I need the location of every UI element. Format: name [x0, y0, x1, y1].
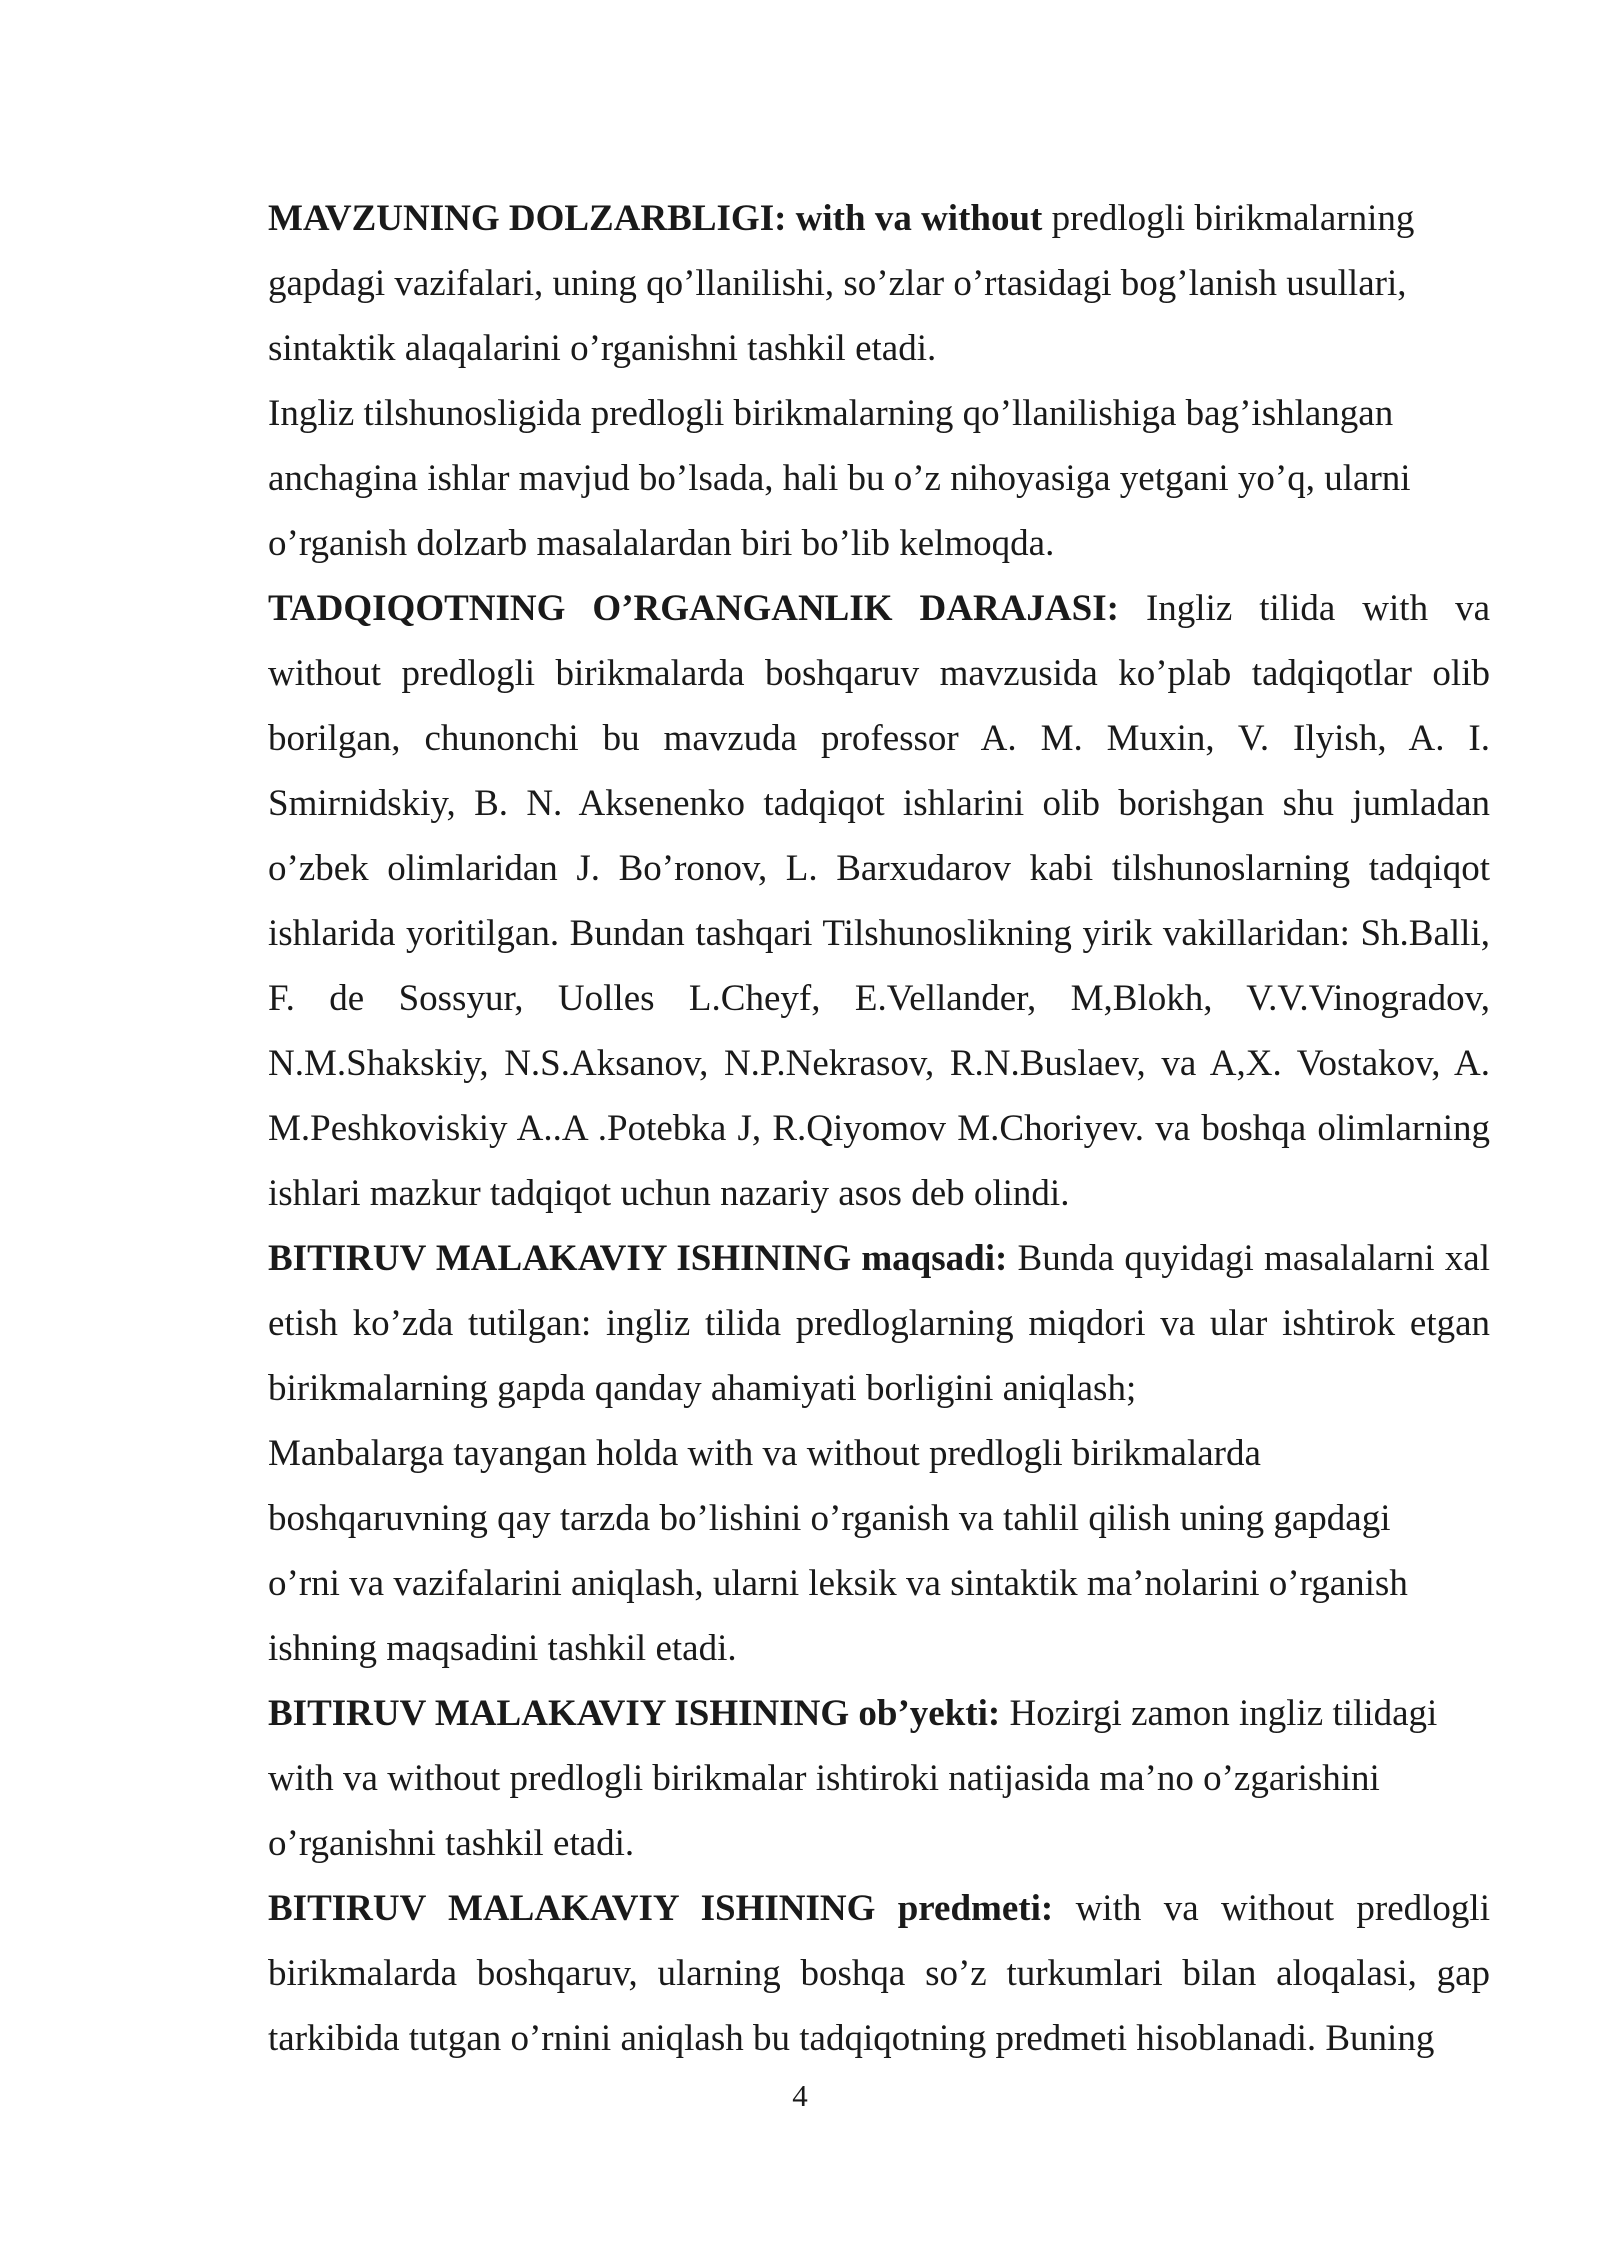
heading-study-level: TADQIQOTNING O’RGANGANLIK DARAJASI:: [268, 588, 1119, 629]
page-number: 4: [792, 2078, 808, 2113]
heading-object: BITIRUV MALAKAVIY ISHINING ob’yekti:: [268, 1693, 1001, 1734]
heading-subject: BITIRUV MALAKAVIY ISHINING predmeti:: [268, 1888, 1054, 1929]
paragraph-goal-continued: Manbalarga tayangan holda with va without predlogli birikmalarda boshqaruvning qay tarzda bo’lishini o’rganish va tahlil qilish uning gapdagi o’rni va vazifalarini aniqlash, ularni leksik va sintaktik ma’nolarini o’rganish ishning maqsadini tashkil etadi.: [268, 1433, 1408, 1669]
page-body: [268, 186, 1490, 2071]
heading-relevance: MAVZUNING DOLZARBLIGI: with va without: [268, 198, 1043, 239]
paragraph-goal: BITIRUV MALAKAVIY ISHINING maqsadi: Bunda quyidagi masalalarni xal etish ko’zda tutilgan: ingliz tilida predloglarning miqdori va ular ishtirok etgan birikmalarning gapda qanday ahamiyati borligini aniqlash;: [268, 1238, 1491, 1409]
paragraph-study-level: TADQIQOTNING O’RGANGANLIK DARAJASI: Ingliz tilida with va without predlogli birikmalarda boshqaruv mavzusida ko’plab tadqiqotlar olib borilgan, chunonchi bu mavzuda professor A. M. Muxin, V. Ilyish, A. I. Smirnidskiy, B. N. Aksenenko tadqiqot ishlarini olib borishgan shu jumladan o’zbek olimlaridan J. Bo’ronov, L. Barxudarov kabi tilshunoslarning tadqiqot ishlarida yoritilgan. Bundan tashqari Tilshunoslikning yirik vakillaridan: Sh.Balli, F. de Sossyur, Uolles L.Cheyf, E.Vellander, M,Blokh, V.V.Vinogradov, N.M.Shakskiy, N.S.Aksanov, N.P.Nekrasov, R.N.Buslaev, va A,X. Vostakov, A. M.Peshkoviskiy A..A .Potebka J, R.Qiyomov M.Choriyev. va boshqa olimlarning ishlari mazkur tadqiqot uchun nazariy asos deb olindi.: [268, 588, 1491, 1214]
paragraph-subject: BITIRUV MALAKAVIY ISHINING predmeti: with va without predlogli birikmalarda boshqaruv, ularning boshqa so’z turkumlari bilan aloqalasi, gap tarkibida tutgan o’rnini aniqlash bu tadqiqotning predmeti hisoblanadi. Buning: [268, 1888, 1490, 2059]
paragraph-relevance-continued: Ingliz tilshunosligida predlogli birikmalarning qo’llanilishiga bag’ishlangan anchagina ishlar mavjud bo’lsada, hali bu o’z nihoyasiga yetgani yo’q, ularni o’rganish dolzarb masalalardan biri bo’lib kelmoqda.: [268, 393, 1411, 564]
heading-goal: BITIRUV MALAKAVIY ISHINING maqsadi:: [268, 1238, 1008, 1279]
paragraph-object: BITIRUV MALAKAVIY ISHINING ob’yekti: Hozirgi zamon ingliz tilidagi with va without predlogli birikmalar ishtiroki natijasida ma’no o’zgarishini o’rganishni tashkil etadi.: [268, 1693, 1438, 1864]
paragraph-relevance: MAVZUNING DOLZARBLIGI: with va without predlogli birikmalarning gapdagi vazifalari, uning qo’llanilishi, so’zlar o’rtasidagi bog’lanish usullari, sintaktik alaqalarini o’rganishni tashkil etadi.: [268, 198, 1415, 369]
